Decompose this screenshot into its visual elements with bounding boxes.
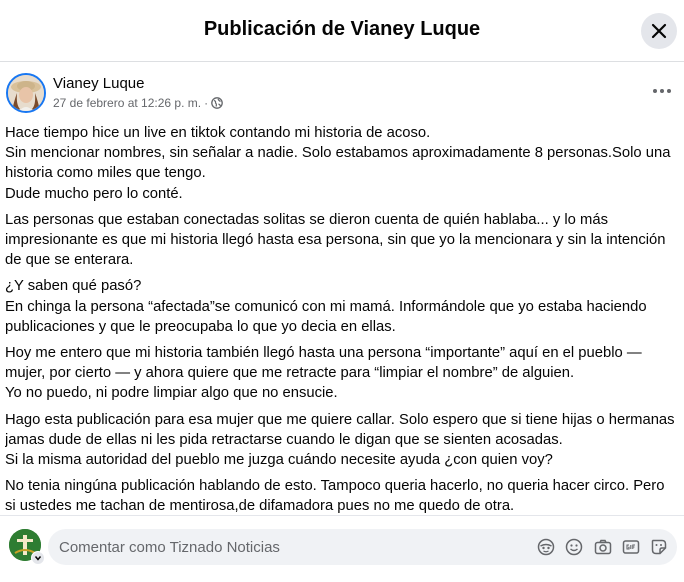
- globe-icon: [211, 97, 223, 109]
- avatar-sticker-icon: [537, 538, 555, 556]
- switch-profile-button[interactable]: [31, 551, 45, 565]
- post-paragraph: [5, 210, 677, 271]
- post-author-row: [6, 73, 678, 115]
- post-paragraph: [5, 343, 677, 404]
- post-line: de que se enterara.: [5, 252, 134, 269]
- post-line: mujer, por cierto — y ahora quiere que me retracte para “limpiar el nombre” de alguien.: [5, 365, 575, 382]
- chevron-down-icon: [34, 554, 42, 562]
- more-options-icon: [667, 89, 671, 93]
- post-paragraph: [5, 410, 677, 471]
- post-line: jamas dude de ellas ni les pida retractarse cuando le digan que se sienten acosadas.: [5, 431, 563, 448]
- post-line: No tenia ningúna publicación hablando de esto. Tampoco queria hacerlo, no queria hacer circo. Pero: [5, 478, 665, 495]
- post-line: Las personas que estaban conectadas solitas se dieron cuenta de quién hablaba... y lo más: [5, 211, 608, 228]
- post-meta: [53, 96, 223, 110]
- post-text: [5, 123, 677, 514]
- post-line: En chinga la persona “afectada”se comunicó con mi mamá. Informándole que yo estaba haciendo: [5, 298, 647, 315]
- author-photo: [8, 75, 44, 111]
- close-icon: [651, 23, 667, 39]
- meta-separator: ·: [204, 96, 209, 110]
- sticker-button[interactable]: [649, 537, 669, 557]
- author-avatar[interactable]: [6, 73, 46, 113]
- post-line: Yo no puedo, ni podre limpiar algo que no ensucie.: [5, 385, 338, 402]
- author-name[interactable]: Vianey Luque: [53, 75, 145, 92]
- post-line: Sin mencionar nombres, sin señalar a nadie. Solo estabamos aproximadamente 8 personas.Solo una: [5, 145, 671, 162]
- post-line: si ustedes me tachan de mentirosa,de difamadora pues no me quedo de otra.: [5, 498, 515, 514]
- dialog-title: Publicación de Vianey Luque: [203, 18, 481, 40]
- gif-button[interactable]: [621, 537, 641, 557]
- comment-composer: [0, 515, 684, 582]
- photo-button[interactable]: [593, 537, 613, 557]
- post-line: ¿Y saben qué pasó?: [5, 278, 142, 295]
- more-options-icon: [660, 89, 664, 93]
- post-paragraph: [5, 476, 677, 514]
- post-line: impresionante es que mi historia llegó hasta esa persona, sin que yo la mencionara y sin la intención: [5, 232, 666, 249]
- emoji-button[interactable]: [564, 537, 584, 557]
- dialog-header: [0, 0, 684, 62]
- post-timestamp[interactable]: 27 de febrero at 12:26 p. m.: [53, 96, 202, 110]
- sticker-icon: [650, 538, 668, 556]
- more-options-button[interactable]: [649, 81, 675, 101]
- more-options-icon: [653, 89, 657, 93]
- post-line: Hace tiempo hice un live en tiktok contando mi historia de acoso.: [5, 125, 431, 141]
- post-paragraph: [5, 276, 677, 337]
- avatar-sticker-button[interactable]: [536, 537, 556, 557]
- close-button[interactable]: [641, 13, 677, 49]
- post-line: Hoy me entero que mi historia también llegó hasta una persona “importante” aquí en el pueblo —: [5, 345, 642, 362]
- post-line: publicaciones y que le preocupaba lo que yo decia en ellas.: [5, 318, 396, 335]
- camera-icon: [594, 538, 612, 556]
- comment-input[interactable]: [59, 529, 519, 565]
- gif-icon: [622, 538, 640, 556]
- commenter-avatar[interactable]: [9, 529, 41, 561]
- post-line: historia como miles que tengo.: [5, 165, 206, 182]
- comment-box: [48, 529, 677, 565]
- emoji-icon: [565, 538, 583, 556]
- post-paragraph: [5, 123, 677, 204]
- post-line: Si la misma autoridad del pueblo me juzga cuándo necesite ayuda ¿con quien voy?: [5, 452, 553, 469]
- post-line: Dude mucho pero lo conté.: [5, 185, 183, 202]
- post-line: Hago esta publicación para esa mujer que me quiere callar. Solo espero que si tiene hijas o hermanas: [5, 411, 675, 428]
